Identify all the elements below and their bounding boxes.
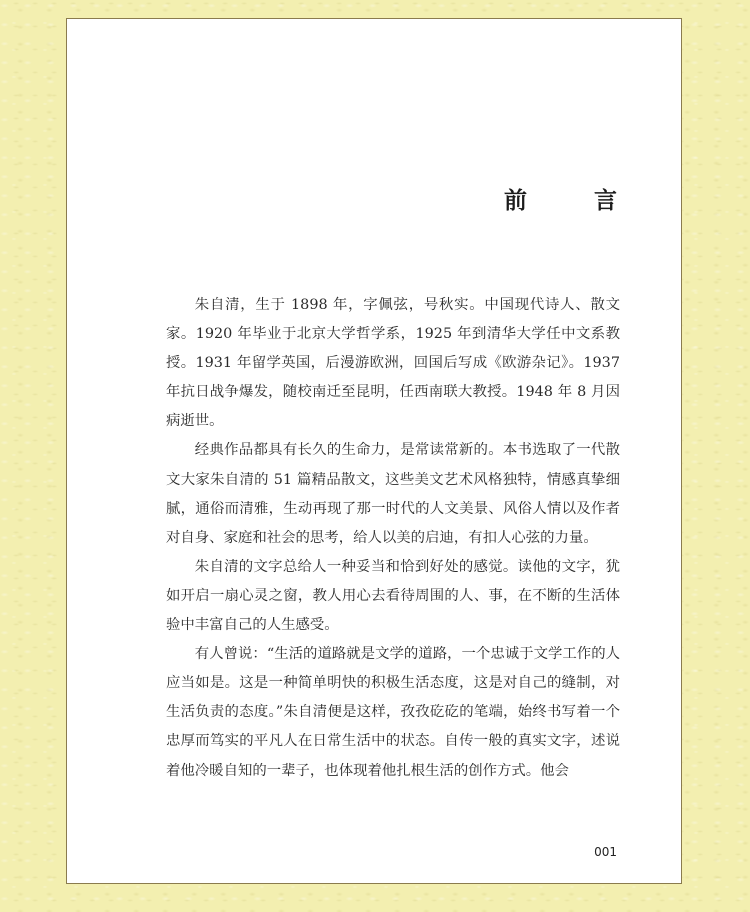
paragraph: 经典作品都具有长久的生命力，是常读常新的。本书选取了一代散文大家朱自清的 51 篇精品散文，这些美文艺术风格独特，情感真挚细腻，通俗而清雅，生动再现了那一时代的人文美景、风俗人情以及作者对自身、家庭和社会的思考，给人以美的启迪，有扣人心弦的力量。: [166, 442, 620, 546]
book-page: [66, 18, 682, 884]
page-title: 前 言: [504, 187, 639, 214]
preface-body: [166, 291, 620, 786]
page-number: 001: [594, 845, 617, 859]
paragraph: 朱自清的文字总给人一种妥当和恰到好处的感觉。读他的文字，犹如开启一扇心灵之窗，教人用心去看待周围的人、事，在不断的生活体验中丰富自己的人生感受。: [166, 558, 620, 634]
paragraph: 有人曾说：“生活的道路就是文学的道路，一个忠诚于文学工作的人应当如是。这是一种简单明快的积极生活态度，这是对自己的缝制，对生活负责的态度。”朱自清便是这样，孜孜矻矻的笔端，始终书写着一个忠厚而笃实的平凡人在日常生活中的状态。自传一般的真实文字，述说着他冷暖自知的一辈子，也体现着他扎根生活的创作方式。他会: [166, 646, 620, 779]
paragraph: 朱自清，生于 1898 年，字佩弦，号秋实。中国现代诗人、散文家。1920 年毕业于北京大学哲学系，1925 年到清华大学任中文系教授。1931 年留学英国，后漫游欧洲，回国后写成《欧游杂记》。1937 年抗日战争爆发，随校南迁至昆明，任西南联大教授。1948 年 8 月因病逝世。: [166, 297, 620, 430]
